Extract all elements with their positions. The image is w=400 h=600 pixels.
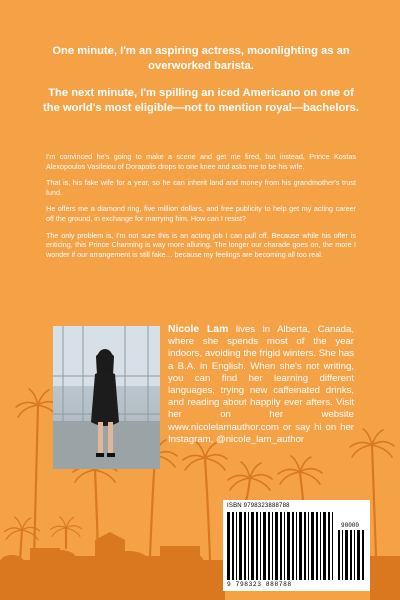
synopsis-paragraph: That is, his fake wife for a year, so he can inherit land and money from his grandmother's trust fund. <box>46 178 356 197</box>
barcode-bar <box>268 512 270 580</box>
author-bio-text: lives in Alberta, Canada, where she spends most of the year indoors, avoiding the frigid winters. She has a B.A. in English. When she's not writing, you can find her learning different languages, trying new caffeinated drinks, and reading about happily ever afters. Visit her on her website www.nicolelamauthor.com or say hi on her Instagram, @nicole_lam_author <box>168 324 354 445</box>
barcode-bar <box>232 512 234 580</box>
barcode-bar <box>362 530 364 580</box>
barcode-bars <box>227 512 335 580</box>
barcode-bar <box>244 512 246 580</box>
barcode-bar <box>354 530 355 580</box>
barcode-bar <box>320 512 321 580</box>
barcode-bar <box>304 512 306 580</box>
synopsis-paragraph: The only problem is, I'm not sure this is an acting job I can pull off. Because while his offer is enticing, this Prince Charming is way more alluring. The longer our charade goes on, the more I wonder if our arrangement is still fake… because my feelings are becoming all too real. <box>46 230 356 259</box>
barcode-bar <box>272 512 273 580</box>
barcode-bar <box>263 512 266 580</box>
author-photo <box>53 326 160 469</box>
barcode-bar <box>311 512 314 580</box>
barcode-bar <box>292 512 294 580</box>
barcode-bar <box>260 512 261 580</box>
author-name: Nicole Lam <box>168 324 229 335</box>
barcode-bar <box>350 530 352 580</box>
barcode-bar <box>236 512 237 580</box>
isbn-label: ISBN 9798323888788 <box>227 503 290 509</box>
barcode-bar <box>227 512 230 580</box>
barcode-bar <box>287 512 290 580</box>
barcode-bar <box>308 512 309 580</box>
barcode-bar <box>256 512 258 580</box>
hook-line-1: One minute, I'm an aspiring actress, moonlighting as an overworked barista. <box>52 45 350 72</box>
isbn-barcode <box>223 500 370 591</box>
barcode-bar <box>357 530 360 580</box>
barcode-bar <box>338 530 340 580</box>
author-bio <box>168 324 354 446</box>
barcode-bar <box>345 530 348 580</box>
barcode-digits: 9 798323 888788 <box>227 581 292 588</box>
barcode-bar <box>342 530 343 580</box>
synopsis-paragraph: I'm convinced he's going to make a scene and get me fired, but instead, Prince Kostas Alexopoulos Vasileiou of Dorapolis drops to one knee and asks me to be his wife. <box>46 152 356 171</box>
barcode-bar <box>280 512 282 580</box>
barcode-bar <box>316 512 318 580</box>
barcode-bar <box>248 512 249 580</box>
barcode-bar <box>251 512 254 580</box>
synopsis-paragraph: He offers me a diamond ring, five million dollars, and free publicity to help get my acting career off the ground, in exchange for marrying him. How can I resist? <box>46 204 356 223</box>
barcode-bar <box>332 512 333 580</box>
barcode-bar <box>284 512 285 580</box>
barcode-bar <box>275 512 278 580</box>
price-code: 90000 <box>341 522 360 529</box>
barcode-bar <box>328 512 330 580</box>
synopsis <box>46 152 356 266</box>
hook-line-2: The next minute, I'm spilling an iced Americano on one of the world's most eligible—not to mention royal—bachelors. <box>43 87 359 114</box>
barcode-addon-bars <box>338 530 366 580</box>
barcode-bar <box>299 512 302 580</box>
barcode-bar <box>296 512 297 580</box>
author-portrait-illustration <box>53 326 160 469</box>
barcode-bar <box>323 512 326 580</box>
barcode-bar <box>239 512 242 580</box>
